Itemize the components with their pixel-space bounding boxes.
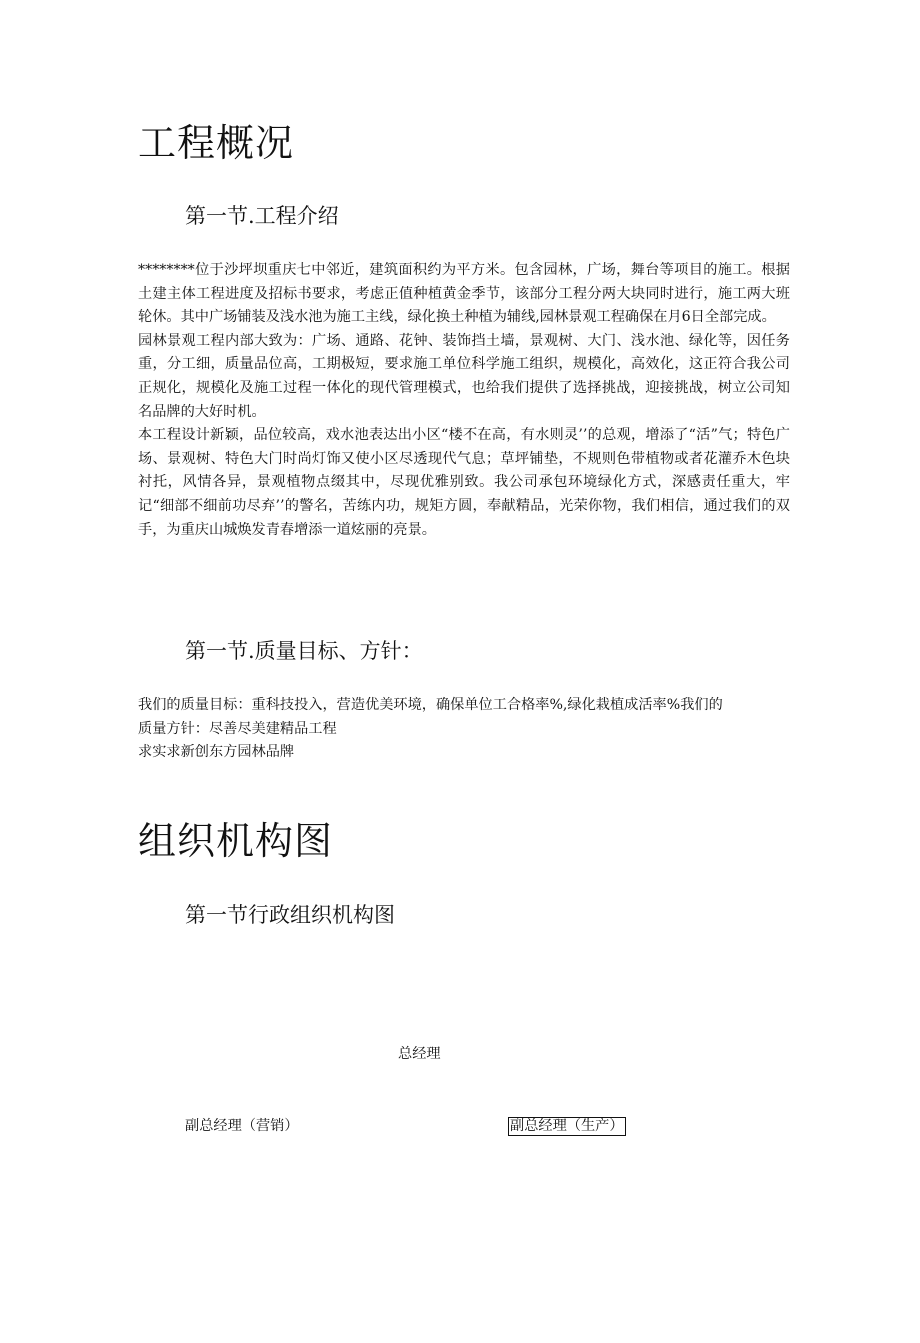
org-title: 组织机构图 (138, 819, 334, 863)
quality-line: 求实求新创东方园林品牌 (138, 744, 295, 761)
quality-heading: 第一节.质量目标、方针： (185, 639, 423, 663)
intro-paragraph: 本工程设计新颖，品位较高，戏水池表达出小区“楼不在高，有水则灵’’的总观，增添了“活”气；特色广场、景观树、特色大门时尚灯饰又使小区尽透现代气息；草坪铺垫，不规则色带植物或者花灌乔木色块衬托，风情各异，景观植物点缀其中，尽现优雅别致。我公司承包环境绿化方式，深感责任重大，牢记“细部不细前功尽弃’’的警名，苦练内功，规矩方圆，奉献精品，光荣你物，我们相信，通过我们的双手，为重庆山城焕发青春增添一道炫丽的亮景。 (138, 427, 790, 538)
overview-title: 工程概况 (138, 121, 295, 165)
intro-paragraph: ********位于沙坪坝重庆七中邻近，建筑面积约为平方米。包含园林，广场，舞台等项目的施工。根据土建主体工程进度及招标书要求，考虑正值种植黄金季节，该部分工程分两大块同时进行，施工两大班轮休。其中广场铺装及浅水池为施工主线，绿化换土种植为辅线,园林景观工程确保在月6日全部完成。 (138, 262, 790, 326)
quality-line: 我们的质量目标：重科技投入，营造优美环境，确保单位工合格率%,绿化栽植成活率%我们的 (138, 697, 723, 713)
intro-paragraph: 园林景观工程内部大致为：广场、通路、花钟、装饰挡土墙，景观树、大门、浅水池、绿化等，因任务重，分工细，质量品位高，工期极短，要求施工单位科学施工组织，规模化，高效化，这正符合我公司正规化，规模化及施工过程一体化的现代管理模式，也给我们提供了选择挑战，迎接挑战，树立公司知名品牌的大好时机。 (138, 332, 790, 420)
quality-body (138, 694, 798, 765)
org-node-deputy-sales: 副总经理（营销） (185, 1118, 299, 1134)
quality-line: 质量方针：尽善尽美建精品工程 (138, 720, 337, 737)
intro-body (138, 259, 790, 542)
org-heading: 第一节行政组织机构图 (185, 903, 395, 927)
org-node-deputy-production: 副总经理（生产） (510, 1118, 624, 1134)
org-node-general-manager: 总经理 (398, 1046, 441, 1062)
intro-heading: 第一节.工程介绍 (185, 204, 339, 228)
